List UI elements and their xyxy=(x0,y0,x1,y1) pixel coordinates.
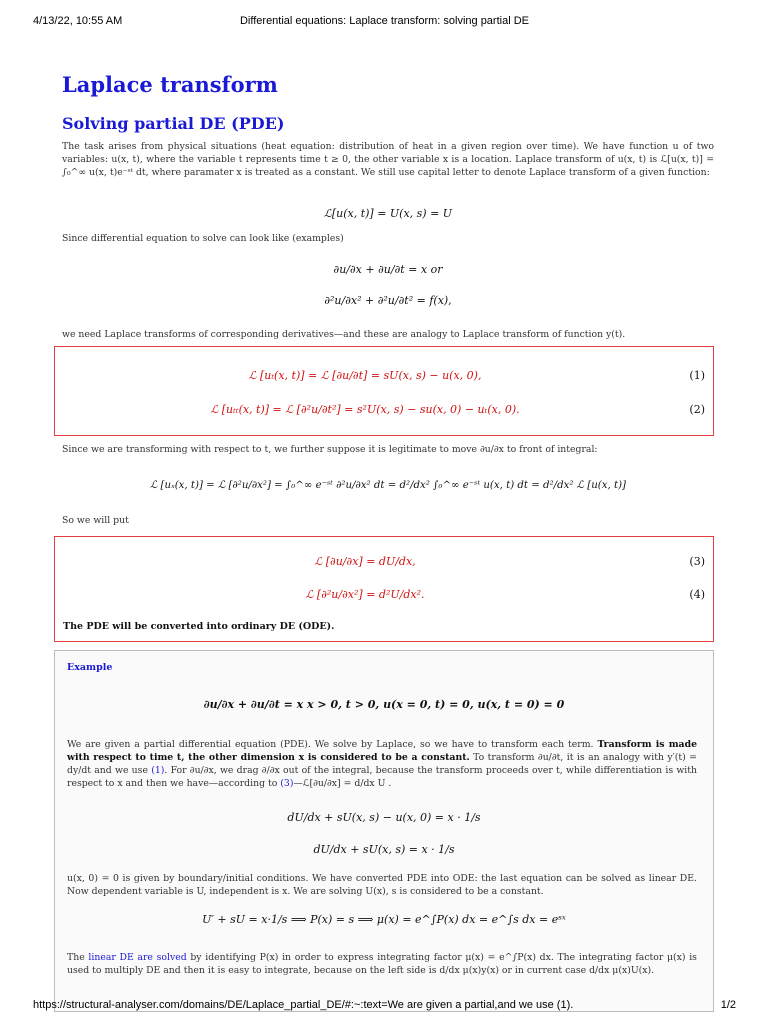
example-label: Example xyxy=(67,662,113,673)
para1-bold: Transform is made with respect to time t, the other dimension x is considered to be a constant. xyxy=(67,739,698,763)
equation-1: ℒ [uₜ(x, t)] = ℒ [∂u/∂t] = sU(x, s) − u(x, 0), xyxy=(248,369,482,382)
para1-start: We are given a partial differential equation (PDE). We solve by Laplace, so we have to transform each term. xyxy=(67,739,594,750)
example-paragraph-2: u(x, 0) = 0 is given by boundary/initial conditions. We have converted PDE into ODE: the last equation can be solved as linear DE. Now dependent variable is U, independent is x. We are solving U(x), s is considered to be a constant. xyxy=(67,873,697,897)
example-equation-2: ∂²u/∂x² + ∂²u/∂t² = f(x), xyxy=(324,294,452,307)
example-main-equation: ∂u/∂x + ∂u/∂t = x x > 0, t > 0, u(x = 0, t) = 0, u(x, t = 0) = 0 xyxy=(203,698,565,711)
transform-box-2 xyxy=(54,536,714,642)
equation-3: ℒ [∂u/∂x] = dU/dx, xyxy=(314,555,416,568)
print-footer xyxy=(33,999,736,1013)
example-paragraph-1 xyxy=(67,738,697,790)
equation-number-4: (4) xyxy=(689,588,705,601)
para3-end: by identifying P(x) in order to express integrating factor μ(x) = e^∫P(x) dx. The integrating factor μ(x) is used to multiply DE and then it is easy to integrate, because on the left side is d/dx μ(x)y(x) or in current case d/dx μ(x)U(x). xyxy=(67,952,697,976)
ode-note: The PDE will be converted into ordinary DE (ODE). xyxy=(63,621,335,632)
para1-end: —ℒ[∂u/∂x] = d/dx U . xyxy=(293,778,392,789)
linear-de-link[interactable]: linear DE are solved xyxy=(88,952,187,963)
print-header xyxy=(33,15,736,29)
move-derivative-equation: ℒ [uₓ(x, t)] = ℒ [∂²u/∂x²] = ∫₀^∞ e⁻ˢᵗ ∂²u/∂x² dt = d²/dx² ∫₀^∞ e⁻ˢᵗ u(x, t) dt = d²/dx² ℒ [u(x, t)] xyxy=(149,480,627,491)
transform-box-1 xyxy=(54,346,714,436)
definition-equation: ℒ[u(x, t)] = U(x, s) = U xyxy=(323,207,453,220)
page-number: 1/2 xyxy=(720,999,736,1011)
example-equation-1: ∂u/∂x + ∂u/∂t = x or xyxy=(333,263,443,276)
para1-mid: To transform ∂u/∂t, it is an analogy with y′(t) = dy/dt and we use xyxy=(67,752,697,776)
example-equation-a: dU/dx + sU(x, s) − u(x, 0) = x · 1/s xyxy=(287,811,481,824)
equation-number-2: (2) xyxy=(689,403,705,416)
example-equation-c: U′ + sU = x·1/s ⟹ P(x) = s ⟹ μ(x) = e^∫P(x) dx = e^∫s dx = eˢˣ xyxy=(202,913,566,926)
para3-start: The xyxy=(67,952,85,963)
equation-ref-1-link[interactable]: (1) xyxy=(151,765,165,776)
example-box xyxy=(54,650,714,1012)
derivatives-intro: we need Laplace transforms of corresponding derivatives—and these are analogy to Laplace transform of function y(t). xyxy=(62,329,626,340)
print-url: https://structural-analyser.com/domains/DE/Laplace_partial_DE/#:~:text=We are given a partial,and we use (1). xyxy=(33,999,574,1011)
example-paragraph-3 xyxy=(67,951,697,977)
put-text: So we will put xyxy=(62,515,129,526)
equation-ref-3-link[interactable]: (3) xyxy=(280,778,294,789)
print-title: Differential equations: Laplace transform: solving partial DE xyxy=(239,15,529,27)
page-title: Laplace transform xyxy=(62,72,278,97)
para1-mid2: . For ∂u/∂x, we drag ∂/∂x out of the integral, because the transform proceeds over t, while differentiation is with respect to x and then we have—according to xyxy=(67,765,697,789)
examples-intro: Since differential equation to solve can look like (examples) xyxy=(62,233,344,244)
equation-2: ℒ [uₜₜ(x, t)] = ℒ [∂²u/∂t²] = s²U(x, s) − su(x, 0) − uₜ(x, 0). xyxy=(210,403,520,416)
print-date: 4/13/22, 10:55 AM xyxy=(33,15,123,27)
equation-number-1: (1) xyxy=(689,369,705,382)
equation-4: ℒ [∂²u/∂x²] = d²U/dx². xyxy=(305,588,425,601)
example-equation-b: dU/dx + sU(x, s) = x · 1/s xyxy=(313,843,455,856)
equation-number-3: (3) xyxy=(689,555,705,568)
intro-paragraph: The task arises from physical situations (heat equation: distribution of heat in a given region over time). We have function u of two variables: u(x, t), where the variable t represents time t ≥ 0, the other variable x is a location. Laplace transform of u(x, t) is ℒ[u(x, t)] = ∫₀^∞ u(x, t)e⁻ˢᵗ dt, where paramater x is treated as a constant. We still use capital letter to denote Laplace transform of a given function: xyxy=(62,141,714,179)
move-derivative-text: Since we are transforming with respect to t, we further suppose it is legitimate to move ∂u/∂x to front of integral: xyxy=(62,444,598,455)
section-title: Solving partial DE (PDE) xyxy=(62,114,285,133)
